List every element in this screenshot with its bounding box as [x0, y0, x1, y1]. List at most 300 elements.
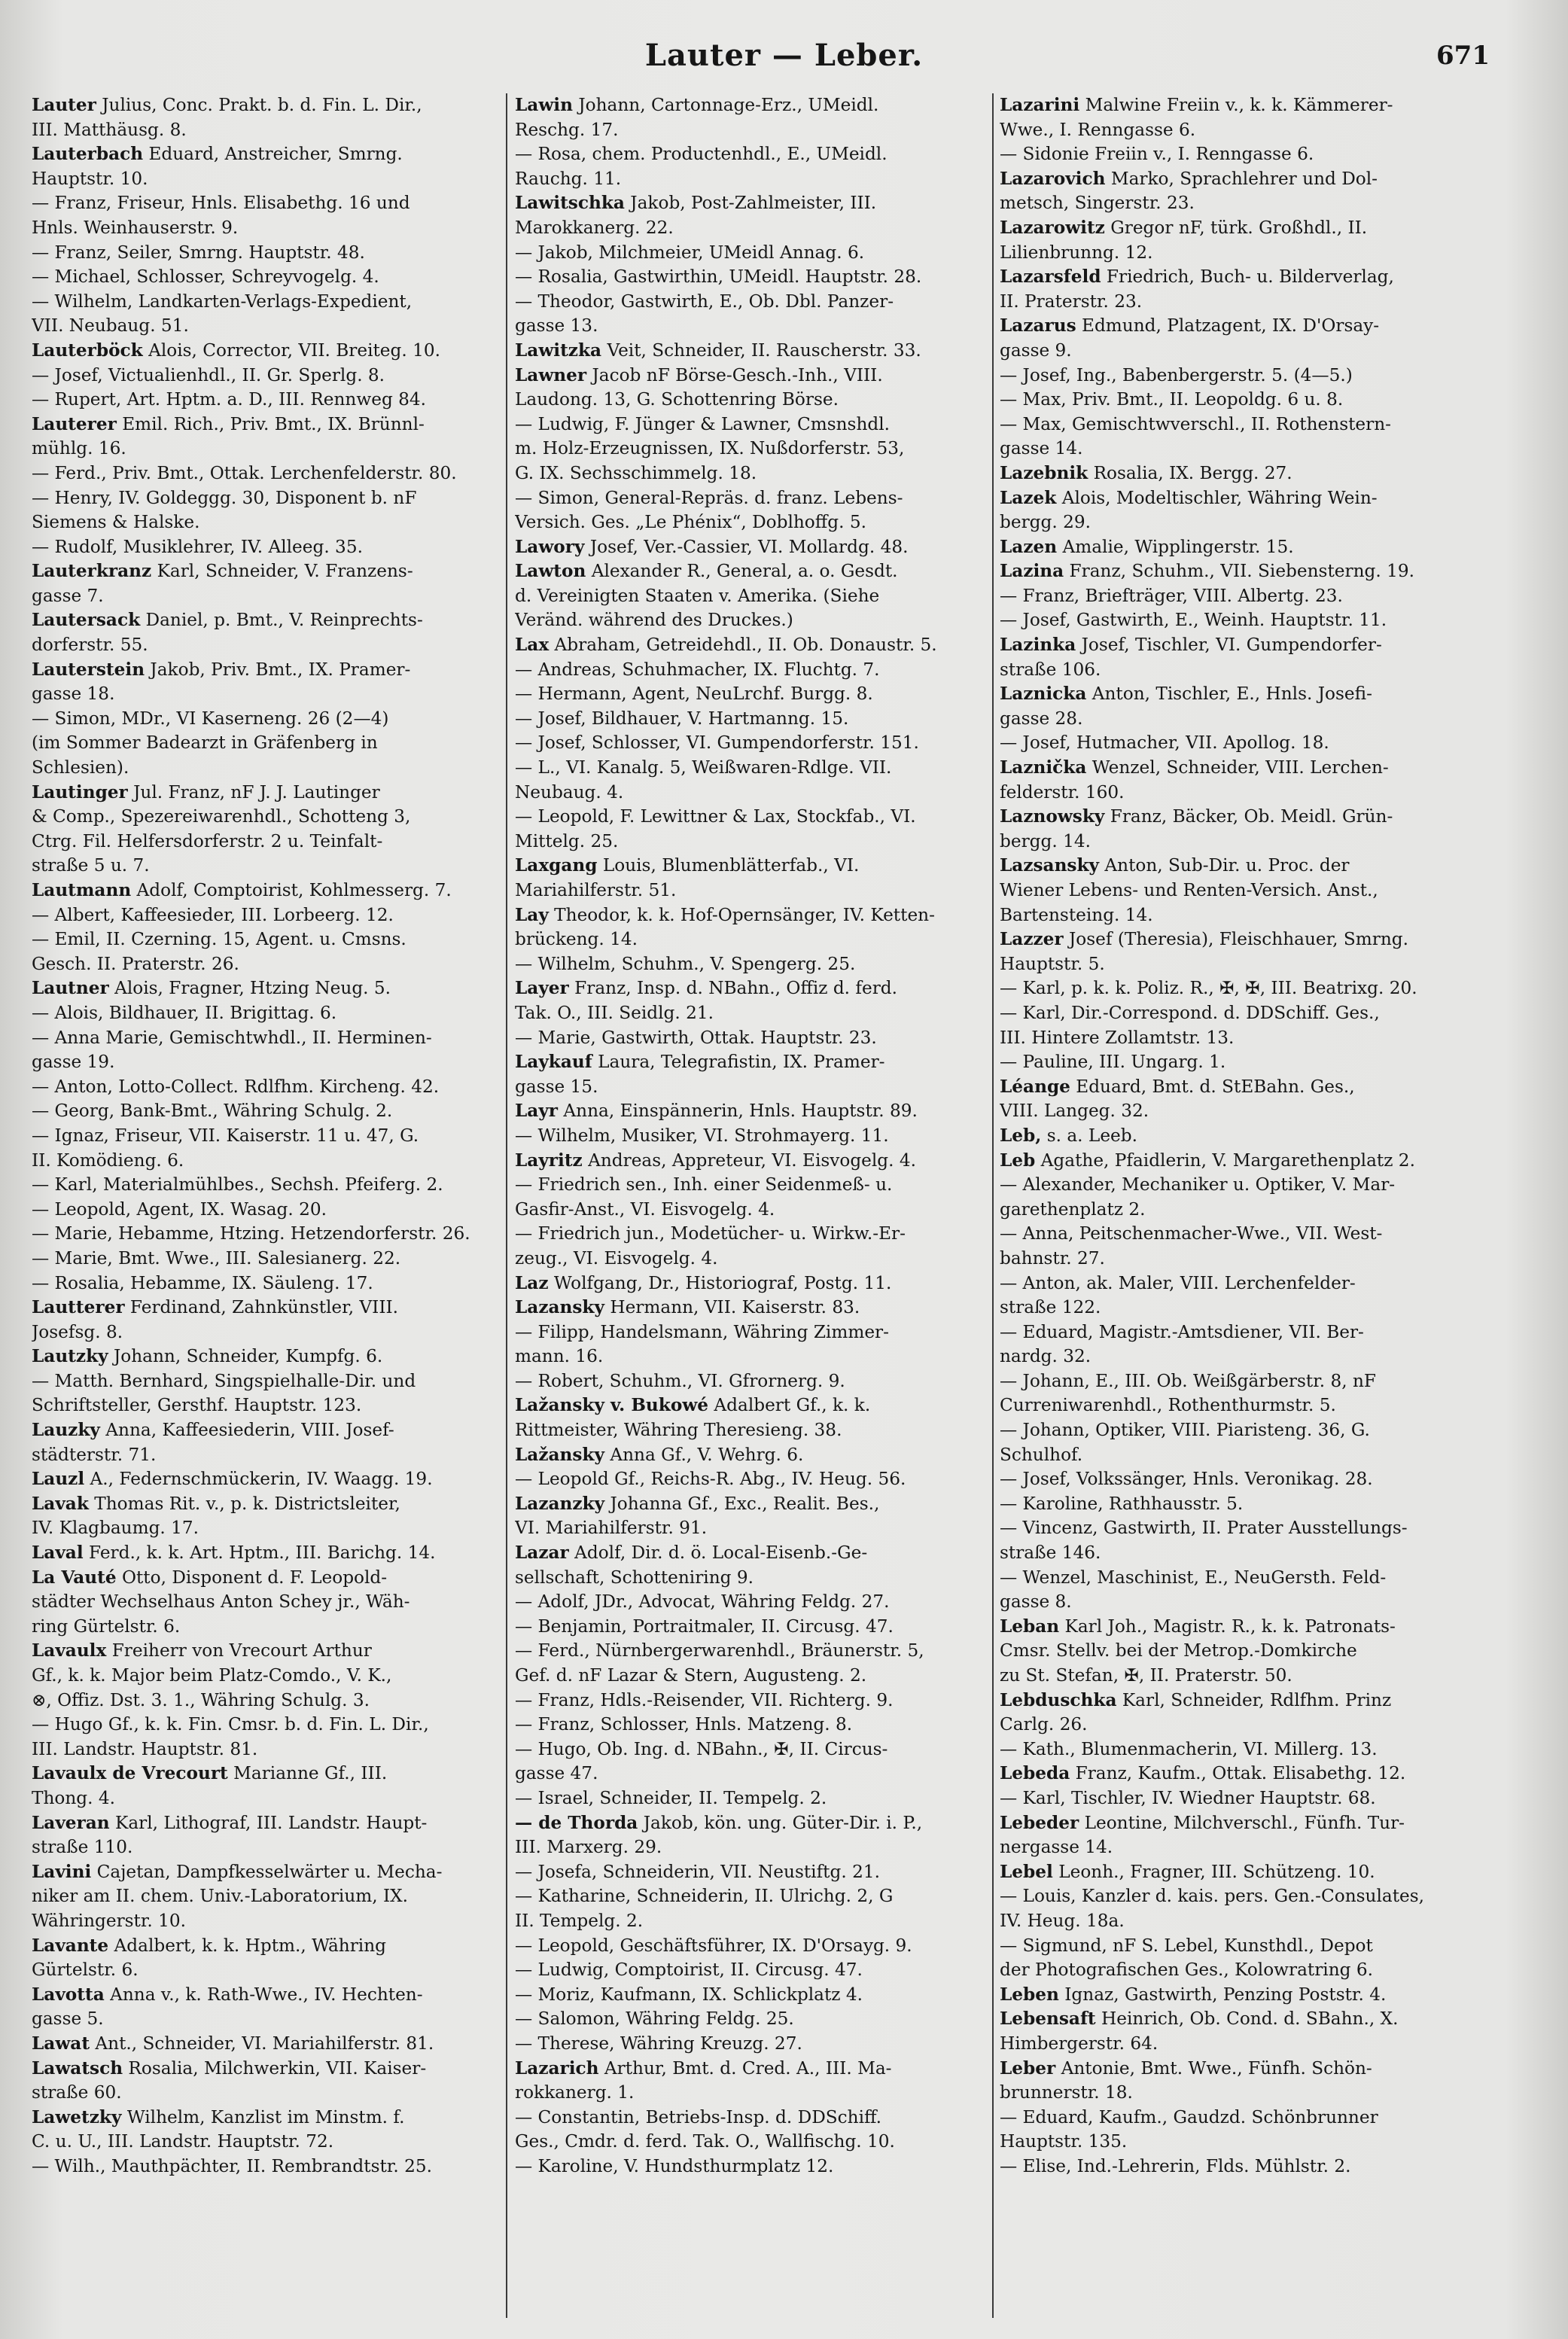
- directory-entry-line: [32, 388, 500, 413]
- entry-text: nergasse 14.: [1000, 1837, 1113, 1858]
- entry-text: Ferdinand, Zahnkünstler, VIII.: [124, 1297, 399, 1318]
- directory-entry-line: [1000, 1541, 1480, 1566]
- entry-text: Edmund, Platzagent, IX. D'Orsay-: [1076, 315, 1380, 337]
- entry-text: Veit, Schneider, II. Rauscherstr. 33.: [601, 340, 921, 361]
- entry-surname: Lay: [515, 904, 549, 925]
- directory-entry-line: [32, 1639, 500, 1664]
- directory-entry-line: [1000, 559, 1480, 584]
- entry-text: nardg. 32.: [1000, 1346, 1092, 1367]
- entry-surname: Lawitzka: [515, 340, 602, 361]
- directory-entry-line: [1000, 2081, 1480, 2106]
- directory-entry-line: [515, 1737, 989, 1762]
- entry-text: — Josef, Schlosser, VI. Gumpendorferstr. 151.: [515, 732, 919, 754]
- directory-entry-line: [1000, 1884, 1480, 1909]
- directory-entry-line: [32, 2032, 500, 2057]
- directory-entry-line: [515, 1835, 989, 1860]
- entry-text: Louis, Blumenblätterfab., VI.: [597, 855, 860, 876]
- entry-text: — Moriz, Kaufmann, IX. Schlickplatz 4.: [515, 1984, 863, 2005]
- directory-entry-line: [515, 142, 989, 167]
- entry-text: IV. Klagbaumg. 17.: [32, 1518, 199, 1539]
- entry-text: VI. Mariahilferstr. 91.: [515, 1518, 708, 1539]
- directory-entry-line: [515, 830, 989, 854]
- directory-entry-line: [32, 682, 500, 707]
- directory-entry-line: [515, 388, 989, 413]
- entry-text: sellschaft, Schotteniring 9.: [515, 1567, 754, 1588]
- directory-entry-line: [32, 1467, 500, 1492]
- directory-entry-line: [515, 1050, 989, 1075]
- entry-text: niker am II. chem. Univ.-Laboratorium, IX.: [32, 1886, 409, 1907]
- entry-text: Hnls. Weinhauserstr. 9.: [32, 217, 239, 238]
- entry-text: — Karl, Dir.-Correspond. d. DDSchiff. Ges.,: [1000, 1002, 1380, 1023]
- directory-entry-line: [515, 952, 989, 977]
- entry-text: Johanna Gf., Exc., Realit. Bes.,: [604, 1493, 880, 1514]
- directory-entry-line: [515, 2057, 989, 2082]
- directory-entry-line: [32, 2130, 500, 2155]
- directory-entry-line: [515, 1541, 989, 1566]
- entry-text: bahnstr. 27.: [1000, 1247, 1105, 1268]
- entry-surname: Laznowsky: [1000, 806, 1105, 827]
- directory-entry-line: [1000, 1516, 1480, 1541]
- entry-text: bergg. 29.: [1000, 512, 1091, 533]
- entry-text: G. IX. Sechsschimmelg. 18.: [515, 462, 757, 483]
- entry-text: Gregor nF, türk. Großhdl., II.: [1104, 217, 1368, 238]
- entry-surname: Lauterböck: [32, 340, 143, 361]
- entry-text: Anton, Tischler, E., Hnls. Josefi-: [1086, 684, 1372, 705]
- entry-text: Schriftsteller, Gersthf. Hauptstr. 123.: [32, 1395, 362, 1416]
- entry-surname: Laxgang: [515, 855, 598, 876]
- directory-entry-line: [1000, 1958, 1480, 1983]
- directory-entry-line: [515, 2155, 989, 2179]
- directory-entry-line: [32, 1393, 500, 1418]
- entry-text: Theodor, k. k. Hof-Opernsänger, IV. Ketten-: [548, 904, 935, 925]
- entry-text: — Simon, MDr., VI Kaserneng. 26 (2—4): [32, 708, 389, 729]
- entry-text: Curreniwarenhdl., Rothenthurmstr. 5.: [1000, 1395, 1336, 1416]
- entry-text: — Leopold, F. Lewittner & Lax, Stockfab., VI.: [515, 806, 916, 827]
- entry-text: felderstr. 160.: [1000, 781, 1125, 803]
- entry-text: Adolf, Comptoirist, Kohlmesserg. 7.: [131, 880, 452, 900]
- directory-entry-line: [1000, 1762, 1480, 1786]
- entry-text: dorferstr. 55.: [32, 635, 148, 656]
- entry-surname: Lawin: [515, 95, 573, 115]
- directory-entry-line: [1000, 339, 1480, 364]
- directory-entry-line: [1000, 314, 1480, 339]
- entry-text: — Hugo Gf., k. k. Fin. Cmsr. b. d. Fin. L. Dir.,: [32, 1714, 429, 1735]
- entry-text: straße 106.: [1000, 659, 1101, 680]
- entry-text: (im Sommer Badearzt in Gräfenberg in: [32, 732, 378, 754]
- entry-text: Marianne Gf., III.: [227, 1763, 388, 1784]
- directory-entry-line: [1000, 1418, 1480, 1443]
- directory-entry-line: [32, 1296, 500, 1320]
- entry-text: ring Gürtelstr. 6.: [32, 1616, 181, 1637]
- entry-text: — Hermann, Agent, NeuLrchf. Burgg. 8.: [515, 684, 873, 705]
- directory-entry-line: [32, 658, 500, 683]
- entry-surname: Laz: [515, 1272, 549, 1293]
- directory-entry-line: [1000, 903, 1480, 928]
- directory-entry-line: [32, 1345, 500, 1369]
- entry-text: Cajetan, Dampfkesselwärter u. Mecha-: [91, 1861, 443, 1882]
- entry-surname: Lazarich: [515, 2057, 599, 2079]
- entry-text: Karl, Lithograf, III. Landstr. Haupt-: [109, 1812, 428, 1833]
- directory-entry-line: [32, 1983, 500, 2008]
- entry-text: II. Komödieng. 6.: [32, 1150, 184, 1171]
- directory-entry-line: [1000, 216, 1480, 241]
- directory-entry-line: [515, 2130, 989, 2155]
- entry-text: Franz, Insp. d. NBahn., Offiz d. ferd.: [568, 978, 898, 999]
- directory-entry-line: [1000, 1393, 1480, 1418]
- directory-entry-line: [32, 1909, 500, 1934]
- entry-text: Franz, Schuhm., VII. Siebensterng. 19.: [1064, 561, 1414, 582]
- entry-text: — Vincenz, Gastwirth, II. Prater Ausstellungs-: [1000, 1518, 1408, 1539]
- entry-surname: Lawitschka: [515, 193, 625, 214]
- directory-entry-line: [32, 830, 500, 854]
- directory-entry-line: [32, 1762, 500, 1786]
- entry-text: Schlesien).: [32, 757, 129, 778]
- directory-entry-line: [32, 461, 500, 486]
- directory-entry-line: [32, 2106, 500, 2130]
- entry-text: — Theodor, Gastwirth, E., Ob. Dbl. Panzer-: [515, 291, 894, 312]
- directory-entry-line: [1000, 1737, 1480, 1762]
- directory-entry-line: [1000, 1909, 1480, 1934]
- entry-text: Arthur, Bmt. d. Cred. A., III. Ma-: [598, 2057, 892, 2079]
- entry-text: Versich. Ges. „Le Phénix“, Doblhoffg. 5.: [515, 512, 866, 533]
- entry-text: Karl, Schneider, Rdlfhm. Prinz: [1116, 1689, 1392, 1710]
- entry-text: Agathe, Pfaidlerin, V. Margarethenplatz 2.: [1035, 1150, 1415, 1171]
- directory-entry-line: [1000, 1222, 1480, 1247]
- entry-text: III. Landstr. Hauptstr. 81.: [32, 1738, 258, 1759]
- entry-text: Freiherr von Vrecourt Arthur: [106, 1640, 372, 1661]
- directory-entry-line: [1000, 608, 1480, 633]
- entry-text: Anna v., k. Rath-Wwe., IV. Hechten-: [104, 1984, 423, 2005]
- entry-text: Wilhelm, Kanzlist im Minstm. f.: [121, 2106, 405, 2127]
- directory-entry-line: [32, 756, 500, 781]
- directory-entry-line: [1000, 1590, 1480, 1615]
- entry-text: Karl Joh., Magistr. R., k. k. Patronats-: [1059, 1616, 1396, 1637]
- directory-entry-line: [32, 265, 500, 290]
- directory-entry-line: [515, 1247, 989, 1272]
- directory-entry-line: [515, 731, 989, 756]
- directory-entry-line: [32, 1173, 500, 1198]
- directory-entry-line: [1000, 781, 1480, 806]
- entry-surname: Lauterkranz: [32, 561, 152, 582]
- directory-entry-line: [515, 1983, 989, 2008]
- directory-entry-line: [32, 1418, 500, 1443]
- directory-entry-line: [515, 241, 989, 266]
- entry-text: — Robert, Schuhm., VI. Gfrornerg. 9.: [515, 1370, 845, 1391]
- directory-entry-line: [515, 1393, 989, 1418]
- entry-text: Anna Gf., V. Wehrg. 6.: [604, 1444, 804, 1465]
- directory-entry-line: [32, 1443, 500, 1468]
- directory-entry-line: [1000, 241, 1480, 266]
- directory-entry-line: [32, 1026, 500, 1051]
- directory-entry-line: [515, 1958, 989, 1983]
- entry-text: Wolfgang, Dr., Historiograf, Postg. 11.: [548, 1272, 892, 1293]
- entry-text: VII. Neubaug. 51.: [32, 315, 189, 337]
- directory-entry-line: [1000, 1664, 1480, 1689]
- directory-entry-line: [32, 1664, 500, 1689]
- directory-entry-line: [515, 559, 989, 584]
- directory-entry-line: [32, 1247, 500, 1272]
- directory-entry-line: [1000, 927, 1480, 952]
- entry-text: Franz, Kaufm., Ottak. Elisabethg. 12.: [1070, 1763, 1406, 1784]
- directory-entry-line: [1000, 1050, 1480, 1075]
- directory-entry-line: [515, 805, 989, 830]
- entry-text: gasse 9.: [1000, 340, 1072, 361]
- directory-entry-line: [32, 927, 500, 952]
- directory-entry-line: [515, 413, 989, 437]
- directory-entry-line: [1000, 364, 1480, 388]
- entry-text: m. Holz-Erzeugnissen, IX. Nußdorferstr. 53,: [515, 438, 905, 459]
- directory-entry-line: [515, 216, 989, 241]
- entry-surname: Laznicka: [1000, 684, 1087, 705]
- directory-entry-line: [1000, 1369, 1480, 1394]
- directory-entry-line: [32, 1615, 500, 1640]
- entry-text: — Johann, Optiker, VIII. Piaristeng. 36, G.: [1000, 1420, 1370, 1441]
- entry-surname: Lautinger: [32, 781, 128, 803]
- entry-text: — Franz, Seiler, Smrng. Hauptstr. 48.: [32, 242, 365, 263]
- directory-entry-line: [515, 879, 989, 903]
- entry-surname: Lauterstein: [32, 659, 145, 680]
- directory-entry-line: [515, 1467, 989, 1492]
- entry-text: Wiener Lebens- und Renten-Versich. Anst.,: [1000, 880, 1378, 900]
- directory-entry-line: [515, 265, 989, 290]
- entry-text: — Franz, Hdls.-Reisender, VII. Richterg. 9.: [515, 1689, 894, 1710]
- entry-text: — Albert, Kaffeesieder, III. Lorbeerg. 12.: [32, 904, 394, 925]
- entry-text: Tak. O., III. Seidlg. 21.: [515, 1002, 714, 1023]
- directory-entry-line: [1000, 1198, 1480, 1223]
- page-header: [0, 38, 1568, 90]
- entry-text: — Max, Gemischtwverschl., II. Rothenstern-: [1000, 413, 1392, 434]
- entry-surname: Lauterbach: [32, 144, 144, 165]
- entry-text: Heinrich, Ob. Cond. d. SBahn., X.: [1095, 2009, 1399, 2030]
- entry-text: Rittmeister, Währing Theresieng. 38.: [515, 1420, 842, 1441]
- directory-entry-line: [1000, 437, 1480, 461]
- directory-entry-line: [32, 535, 500, 560]
- entry-text: Abraham, Getreidehdl., II. Ob. Donaustr. 5.: [549, 635, 937, 656]
- entry-surname: Lawory: [515, 536, 585, 557]
- entry-text: ⊗, Offiz. Dst. 3. 1., Währing Schulg. 3.: [32, 1689, 370, 1710]
- directory-entry-line: [1000, 510, 1480, 535]
- directory-entry-line: [1000, 486, 1480, 511]
- directory-entry-line: [515, 633, 989, 658]
- entry-text: — Wilhelm, Landkarten-Verlags-Expedient,: [32, 291, 413, 312]
- directory-entry-line: [1000, 584, 1480, 609]
- directory-entry-line: [1000, 118, 1480, 143]
- directory-entry-line: [1000, 265, 1480, 290]
- entry-text: — Ludwig, Comptoirist, II. Circusg. 47.: [515, 1960, 863, 1981]
- directory-entry-line: [1000, 1075, 1480, 1100]
- entry-surname: Lazebnik: [1000, 462, 1088, 483]
- directory-entry-line: [32, 584, 500, 609]
- entry-text: III. Matthäusg. 8.: [32, 119, 187, 140]
- directory-entry-line: [1000, 2007, 1480, 2032]
- entry-surname: Lebensaft: [1000, 2009, 1096, 2030]
- directory-entry-line: [1000, 1860, 1480, 1885]
- entry-text: straße 110.: [32, 1837, 133, 1858]
- directory-entry-line: [32, 1884, 500, 1909]
- entry-surname: Lažansky v. Bukowé: [515, 1395, 709, 1416]
- entry-text: metsch, Singerstr. 23.: [1000, 193, 1195, 214]
- entry-text: Friedrich, Buch- u. Bilderverlag,: [1101, 266, 1394, 288]
- column-divider: [992, 93, 994, 2318]
- entry-surname: Lazina: [1000, 561, 1064, 582]
- directory-entry-line: [515, 781, 989, 806]
- entry-text: straße 122.: [1000, 1297, 1101, 1318]
- directory-entry-line: [515, 584, 989, 609]
- directory-entry-line: [515, 1909, 989, 1934]
- directory-entry-line: [1000, 142, 1480, 167]
- entry-text: Eduard, Bmt. d. StEBahn. Ges.,: [1070, 1076, 1355, 1097]
- entry-text: — Rupert, Art. Hptm. a. D., III. Rennweg 84.: [32, 389, 427, 410]
- directory-entry-line: [515, 1566, 989, 1591]
- entry-text: zeug., VI. Eisvogelg. 4.: [515, 1247, 718, 1268]
- directory-entry-line: [32, 510, 500, 535]
- entry-text: Rosalia, Milchwerkin, VII. Kaiser-: [123, 2057, 427, 2079]
- entry-text: Josefsg. 8.: [32, 1321, 123, 1342]
- entry-surname: Lazinka: [1000, 635, 1076, 656]
- directory-entry-line: [515, 486, 989, 511]
- directory-entry-line: [1000, 1689, 1480, 1713]
- entry-surname: Lavak: [32, 1493, 89, 1514]
- entry-text: — Karl, p. k. k. Poliz. R., ✠, ✠, III. Beatrixg. 20.: [1000, 978, 1417, 999]
- entry-surname: Lawat: [32, 2033, 90, 2054]
- entry-text: — Adolf, JDr., Advocat, Währing Feldg. 27.: [515, 1591, 890, 1613]
- entry-text: Leonh., Fragner, III. Schützeng. 10.: [1052, 1861, 1375, 1882]
- entry-surname: Lavaulx de Vrecourt: [32, 1763, 228, 1784]
- directory-entry-line: [515, 1713, 989, 1737]
- entry-surname: Lawetzky: [32, 2106, 122, 2127]
- directory-entry-line: [515, 1026, 989, 1051]
- directory-entry-line: [1000, 1492, 1480, 1517]
- directory-entry-line: [32, 1958, 500, 1983]
- entry-text: Wenzel, Schneider, VIII. Lerchen-: [1086, 757, 1389, 778]
- directory-entry-line: [515, 1615, 989, 1640]
- directory-entry-line: [515, 903, 989, 928]
- entry-text: — Max, Priv. Bmt., II. Leopoldg. 6 u. 8.: [1000, 389, 1344, 410]
- directory-entry-line: [32, 2007, 500, 2032]
- directory-entry-line: [32, 1222, 500, 1247]
- entry-text: — Benjamin, Portraitmaler, II. Circusg. 47.: [515, 1616, 894, 1637]
- directory-entry-line: [32, 1541, 500, 1566]
- entry-text: — Louis, Kanzler d. kais. pers. Gen.-Consulates,: [1000, 1886, 1425, 1907]
- directory-entry-line: [32, 608, 500, 633]
- entry-text: — L., VI. Kanalg. 5, Weißwaren-Rdlge. VII.: [515, 757, 892, 778]
- directory-entry-line: [32, 731, 500, 756]
- directory-entry-line: [32, 2057, 500, 2082]
- directory-entry-line: [1000, 1296, 1480, 1320]
- entry-text: Mariahilferstr. 51.: [515, 880, 677, 900]
- directory-entry-line: [1000, 830, 1480, 854]
- entry-text: VIII. Langeg. 32.: [1000, 1101, 1149, 1122]
- entry-text: Ferd., k. k. Art. Hptm., III. Barichg. 14.: [83, 1543, 436, 1564]
- entry-text: Schulhof.: [1000, 1444, 1083, 1465]
- entry-text: — Anna Marie, Gemischtwhdl., II. Herminen-: [32, 1027, 432, 1048]
- directory-entry-line: [1000, 2057, 1480, 2082]
- entry-surname: Lautmann: [32, 880, 132, 900]
- entry-text: straße 146.: [1000, 1543, 1101, 1564]
- entry-text: — Leopold, Agent, IX. Wasag. 20.: [32, 1198, 327, 1220]
- entry-text: Ignaz, Gastwirth, Penzing Poststr. 4.: [1058, 1984, 1387, 2005]
- entry-text: Hauptstr. 10.: [32, 168, 148, 189]
- directory-entry-line: [515, 1198, 989, 1223]
- entry-surname: Lautterer: [32, 1297, 125, 1318]
- entry-text: Julius, Conc. Prakt. b. d. Fin. L. Dir.,: [96, 95, 422, 115]
- entry-text: gasse 8.: [1000, 1591, 1072, 1613]
- entry-text: Anton, Sub-Dir. u. Proc. der: [1099, 855, 1350, 876]
- entry-text: II. Tempelg. 2.: [515, 1910, 644, 1931]
- directory-entry-line: [1000, 2032, 1480, 2057]
- directory-entry-line: [1000, 952, 1480, 977]
- directory-entry-line: [515, 1173, 989, 1198]
- entry-text: Otto, Disponent d. F. Leopold-: [116, 1567, 388, 1588]
- entry-text: Veränd. während des Druckes.): [515, 610, 793, 631]
- entry-text: — Marie, Hebamme, Htzing. Hetzendorferstr. 26.: [32, 1223, 470, 1244]
- entry-text: — Matth. Bernhard, Singspielhalle-Dir. und: [32, 1370, 416, 1391]
- directory-entry-line: [32, 1492, 500, 1517]
- entry-text: — Karoline, V. Hundsthurmplatz 12.: [515, 2155, 834, 2176]
- entry-text: Daniel, p. Bmt., V. Reinprechts-: [140, 610, 423, 631]
- directory-entry-line: [32, 1001, 500, 1026]
- entry-text: — Ignaz, Friseur, VII. Kaiserstr. 11 u. 47, G.: [32, 1125, 419, 1146]
- entry-text: Ges., Cmdr. d. ferd. Tak. O., Wallfischg. 10.: [515, 2131, 895, 2152]
- directory-entry-line: [1000, 2106, 1480, 2130]
- entry-text: rokkanerg. 1.: [515, 2082, 635, 2103]
- entry-text: — Wenzel, Maschinist, E., NeuGersth. Feld-: [1000, 1567, 1387, 1588]
- entry-text: II. Praterstr. 23.: [1000, 291, 1143, 312]
- directory-entry-line: [1000, 731, 1480, 756]
- entry-text: — Therese, Währing Kreuzg. 27.: [515, 2033, 802, 2054]
- entry-text: straße 5 u. 7.: [32, 855, 150, 876]
- directory-entry-line: [1000, 1443, 1480, 1468]
- entry-text: städter Wechselhaus Anton Schey jr., Wäh-: [32, 1591, 410, 1613]
- directory-entry-line: [515, 1296, 989, 1320]
- entry-text: Jacob nF Börse-Gesch.-Inh., VIII.: [586, 364, 883, 385]
- entry-surname: Lazansky: [515, 1297, 604, 1318]
- entry-surname: Lawton: [515, 561, 586, 582]
- directory-entry-line: [515, 608, 989, 633]
- entry-text: — Sigmund, nF S. Lebel, Kunsthdl., Depot: [1000, 1935, 1373, 1956]
- directory-entry-line: [32, 1566, 500, 1591]
- entry-text: bergg. 14.: [1000, 830, 1091, 851]
- entry-text: Jul. Franz, nF J. J. Lautinger: [127, 781, 380, 803]
- directory-entry-line: [1000, 1124, 1480, 1149]
- directory-entry-line: [32, 1689, 500, 1713]
- directory-entry-line: [32, 1075, 500, 1100]
- entry-text: — Karl, Materialmühlbes., Sechsh. Pfeiferg. 2.: [32, 1174, 443, 1195]
- entry-text: — Rosalia, Gastwirthin, UMeidl. Hauptstr. 28.: [515, 266, 922, 288]
- directory-entry-line: [32, 854, 500, 879]
- directory-entry-line: [32, 339, 500, 364]
- directory-entry-line: [515, 1099, 989, 1124]
- entry-text: — Karoline, Rathhausstr. 5.: [1000, 1493, 1244, 1514]
- entry-text: — Ludwig, F. Jünger & Lawner, Cmsnshdl.: [515, 413, 891, 434]
- entry-text: Thomas Rit. v., p. k. Districtsleiter,: [88, 1493, 400, 1514]
- directory-entry-line: [1000, 1026, 1480, 1051]
- directory-entry-line: [515, 93, 989, 118]
- entry-text: — Marie, Gastwirth, Ottak. Hauptstr. 23.: [515, 1027, 877, 1048]
- directory-entry-line: [1000, 1173, 1480, 1198]
- entry-text: Alois, Corrector, VII. Breiteg. 10.: [142, 340, 440, 361]
- directory-entry-line: [32, 1835, 500, 1860]
- entry-text: Himbergerstr. 64.: [1000, 2033, 1158, 2054]
- directory-entry-line: [32, 364, 500, 388]
- entry-surname: Lazek: [1000, 487, 1057, 508]
- directory-entry-line: [1000, 805, 1480, 830]
- entry-surname: Léange: [1000, 1076, 1070, 1097]
- entry-text: & Comp., Spezereiwarenhdl., Schotteng 3,: [32, 806, 411, 827]
- directory-entry-line: [515, 1124, 989, 1149]
- directory-entry-line: [32, 1713, 500, 1737]
- directory-entry-line: [1000, 633, 1480, 658]
